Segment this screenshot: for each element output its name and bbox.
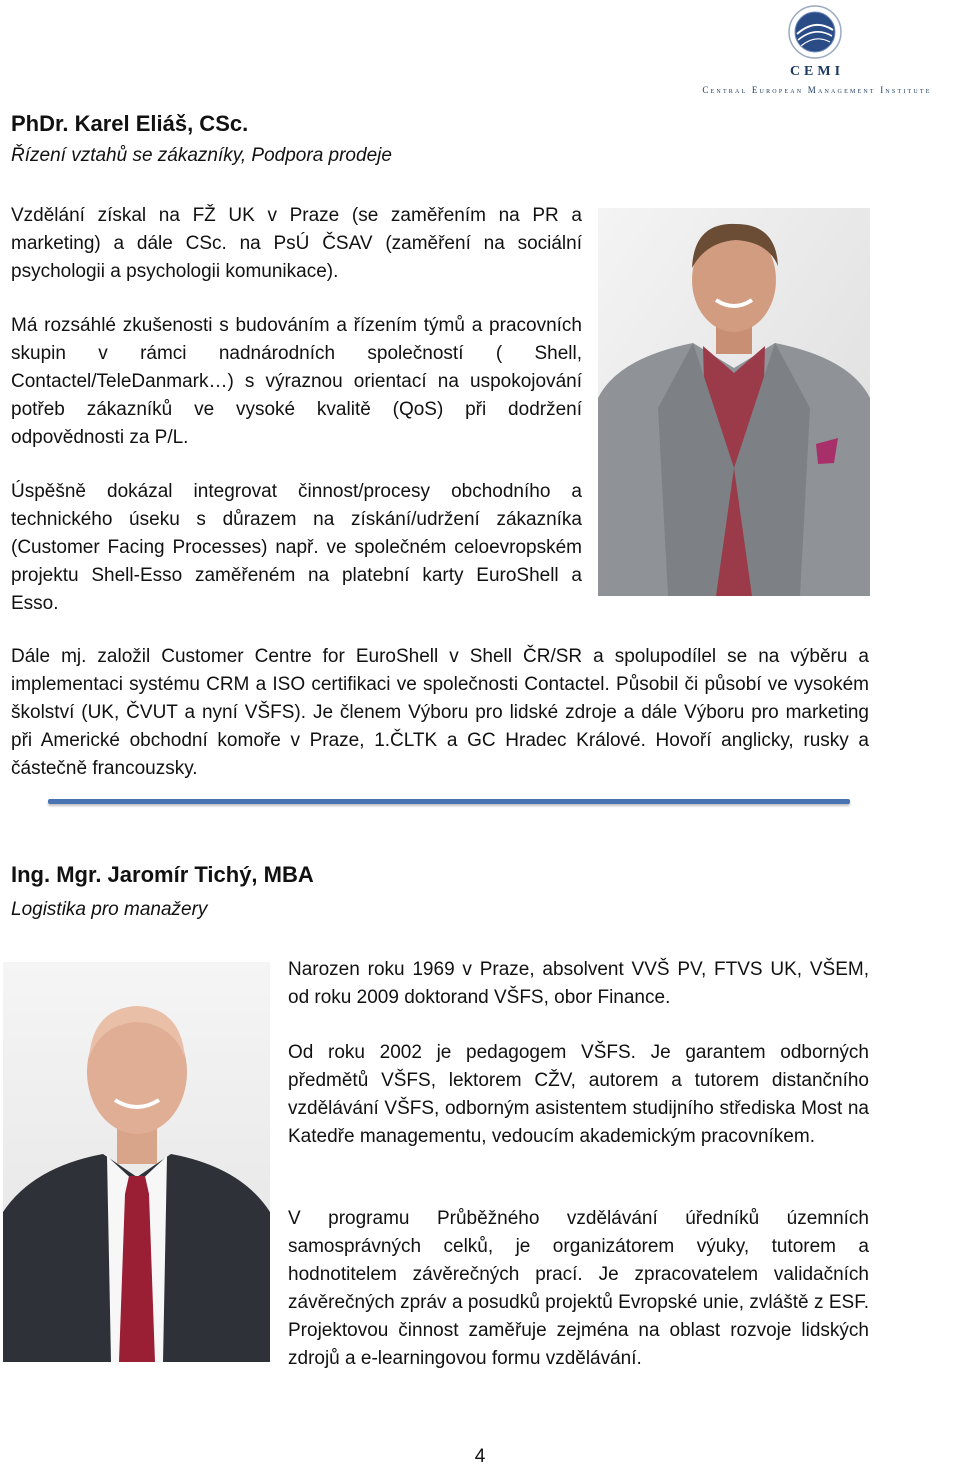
person2-paragraph-3: V programu Průběžného vzdělávání úředníků územních samosprávných celků, je organizátorem výuky, tutorem a hodnotitelem závěrečných prací. Je zpracovatelem validačních závěrečných zpráv a posudků projektů Evropské unie, zvláště z ESF. Projektovou činnost zaměřuje zejména na oblast rozvoje lidských zdrojů a e-learningovou formu vzdělávání.	[288, 1208, 869, 1369]
logo-full-name: Central European Management Institute	[702, 85, 932, 95]
page-number: 4	[474, 1446, 486, 1467]
person1-photo	[598, 208, 870, 596]
person2-name: Ing. Mgr. Jaromír Tichý, MBA	[11, 862, 314, 887]
person2-paragraph-2: Od roku 2002 je pedagogem VŠFS. Je garantem odborných předmětů VŠFS, lektorem CŽV, autorem a tutorem distančního vzdělávání VŠFS, odborným asistentem studijního střediska Most na Katedře managementu, vedoucím akademickým pracovníkem.	[288, 1042, 869, 1147]
cemi-logo	[682, 4, 952, 96]
person2-photo	[3, 962, 270, 1362]
person1-role: Řízení vztahů se zákazníky, Podpora prodeje	[11, 145, 392, 166]
section-divider	[48, 799, 850, 804]
globe-icon	[787, 4, 843, 60]
person2-paragraph-1: Narozen roku 1969 v Praze, absolvent VVŠ PV, FTVS UK, VŠEM, od roku 2009 doktorand VŠFS, obor Finance.	[288, 959, 869, 1008]
person1-paragraph-1: Vzdělání získal na FŽ UK v Praze (se zaměřením na PR a marketing) a dále CSc. na PsÚ ČSAV (zaměření na sociální psychologii a psychologii komunikace).	[11, 205, 582, 282]
person1-paragraph-3: Úspěšně dokázal integrovat činnost/procesy obchodního a technického úseku s důrazem na získání/udržení zákazníka (Customer Facing Processes) např. ve společném celoevropském projektu Shell-Esso zaměřeném na platební karty EuroShell a Esso.	[11, 481, 582, 614]
person1-paragraph-4: Dále mj. založil Customer Centre for EuroShell v Shell ČR/SR a spolupodílel se na výběru a implementaci systému CRM a ISO certifikaci ve společnosti Contactel. Působil či působí ve vysokém školství (UK, ČVUT a nyní VŠFS). Je členem Výboru pro lidské zdroje a dále Výboru pro marketing při Americké obchodní komoře v Praze, 1.ČLTK a GC Hradec Králové. Hovoří anglicky, rusky a částečně francouzsky.	[11, 646, 869, 779]
person2-role: Logistika pro manažery	[11, 899, 208, 920]
person1-paragraph-2: Má rozsáhlé zkušenosti s budováním a řízením týmů a pracovních skupin v rámci nadnárodních společností ( Shell, Contactel/TeleDanmark…) s výraznou orientací na uspokojování potřeb zákazníků ve vysoké kvalitě (QoS) při dodržení odpovědnosti za P/L.	[11, 315, 582, 448]
person1-name: PhDr. Karel Eliáš, CSc.	[11, 111, 249, 136]
logo-abbreviation: CEMI	[789, 64, 845, 79]
